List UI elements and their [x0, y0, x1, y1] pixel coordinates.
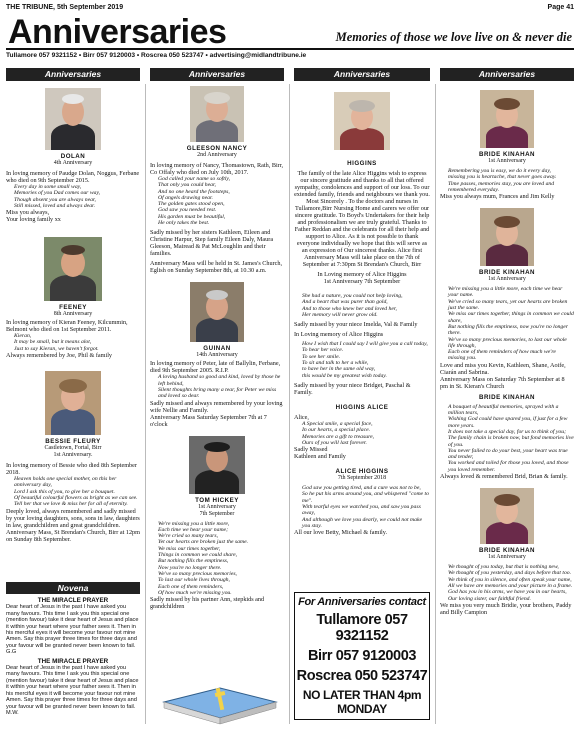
- notice-anniversary: 1st Anniversary: [198, 503, 236, 510]
- notice-name: TOM HICKEY: [195, 496, 239, 504]
- notice-gleeson: [150, 86, 284, 274]
- notice-mass: Anniversary Mass will be held in St. James's Church, Eglish on Sunday September 8th, at 10.30 a.m.: [150, 260, 283, 275]
- notice-date: 7th September 2018: [337, 475, 387, 482]
- notice-sign: Miss you always mum, Frances and Jim Kelly: [440, 193, 555, 201]
- notice-name: HIGGINS ALICE: [335, 403, 389, 411]
- poem-line: Each one of them reminders of how much we're missing you.: [448, 349, 556, 362]
- column-head-1: Anniversaries: [6, 68, 140, 81]
- poem-line: How I wish that I could say I will give you a call today,: [302, 341, 428, 348]
- notice-poem: [150, 374, 284, 399]
- poem-line: And a heart that was purer than gold,: [302, 299, 388, 306]
- poem-line: Silent thoughts bring many a tear, for Peter we miss and loved so dear.: [158, 386, 277, 400]
- notice-guinan: [150, 282, 284, 427]
- notice-anniversary: 14th Anniversary: [196, 352, 238, 359]
- ad-phone-tullamore: Tullamore 057 9321152: [316, 612, 408, 644]
- prayer-title: THE MIRACLE PRAYER: [37, 657, 109, 665]
- notice-bride-kinahan-2: [440, 208, 574, 390]
- column-head-3: Anniversaries: [294, 68, 430, 81]
- notice-sign: Sadly missed by your niece Bridget, Paschal & Family.: [294, 381, 411, 396]
- notice-greeting: Alice,: [294, 413, 309, 421]
- poem-line: God saw you needed rest.: [158, 207, 217, 214]
- notice-name: ALICE HIGGINS: [335, 468, 389, 476]
- poem-line: Memories of you Dad comes our way,: [14, 190, 101, 197]
- portrait-photo: [189, 436, 245, 494]
- poem-line: Though absent you are always near,: [14, 196, 96, 203]
- notice-sign: Sadly missed by his partner Ann, stepkids and grandchildren: [150, 596, 265, 611]
- notice-anniversary: 1st Anniversary.: [53, 452, 93, 459]
- poem-line: A Special smile, a special face,: [302, 420, 373, 427]
- notice-name: GUINAN: [203, 345, 231, 353]
- column-1: [6, 84, 140, 543]
- poem-line: His garden must be beautiful,: [158, 213, 226, 220]
- poem-line: Lord I ask this of you, to give her a bouquet.: [14, 488, 115, 495]
- poem-line: Ours of you will last forever.: [302, 439, 367, 446]
- poem-line: God called your name so softly,: [158, 176, 231, 182]
- poem-line: It may be small, but it means alot,: [14, 339, 92, 346]
- poem-line: Wishing God could have spared you, if just for a few more years.: [448, 416, 568, 429]
- notice-poem: [294, 341, 430, 379]
- newspaper-date: THE TRIBUNE, 5th September 2019: [6, 4, 124, 11]
- notice-poem: [6, 333, 140, 352]
- notice-sign: Miss you always,: [6, 209, 50, 217]
- notice-sign: Always remembered by Joe, Phil & family: [6, 352, 113, 360]
- poem-line: We're missing you a little more, each time we hear your name.: [448, 286, 563, 299]
- notice-sign: Sadly missed by your niece Imelda, Val & Family: [294, 321, 418, 329]
- notice-name: BRIDE KINAHAN: [479, 547, 535, 555]
- poem-line: All we have are memories and your picture in a frame.: [448, 582, 573, 589]
- poem-line: We miss our times together,: [158, 545, 221, 552]
- portrait-photo: [480, 488, 534, 544]
- notice-text: In Loving memory of Alice Higgins: [294, 331, 384, 339]
- poem-line: Just to say Kieran, we haven't forgot.: [14, 345, 99, 352]
- notice-anniversary: 2nd Anniversary: [197, 152, 237, 158]
- notice-mass: Anniversary Mass Saturday September 7th at 7 o'clock: [150, 413, 267, 428]
- poem-line: Her memory will never grow old.: [302, 311, 378, 318]
- poem-line: Now you're no longer there.: [158, 564, 222, 571]
- notice-dolan: [6, 88, 140, 223]
- poem-line: God saw you getting tired, and a cure was not to be,: [302, 485, 421, 492]
- portrait-photo: [190, 86, 244, 142]
- poem-line: And although we love you dearly, we could not make you stay.: [302, 516, 423, 529]
- poem-line: To see her smile.: [302, 353, 341, 360]
- column-divider: [289, 84, 290, 724]
- notice-sign: Sadly missed and always remembered by your loving wife Nellie and Family.: [150, 399, 283, 414]
- page-tagline: Memories of those we love live on & never die: [335, 30, 572, 44]
- prayer-title: THE MIRACLE PRAYER: [37, 597, 109, 604]
- poem-line: Yet our hearts are broken just the same.: [158, 539, 249, 546]
- portrait-photo: [45, 371, 101, 435]
- notice-bride-kinahan-3: [440, 394, 574, 480]
- page-number: Page 41: [547, 4, 574, 11]
- notice-higgins-alice: [294, 404, 430, 460]
- poem-line: The family chain is broken now, but fond memories live of you.: [448, 435, 574, 448]
- notice-poem: [294, 421, 430, 446]
- poem-line: But nothing fills the emptiness, now you're no longer there.: [448, 323, 568, 337]
- poem-line: You never failed to do your best, your heart was true and tender,: [448, 447, 568, 461]
- column-2: [150, 84, 284, 610]
- poem-line: We've so many precious memories, to last our whole life through,: [448, 336, 567, 349]
- notice-poem: [440, 564, 574, 602]
- notice-text: In loving memory of Bessie who died 8th September 2018.: [6, 462, 137, 477]
- notice-poem: [440, 168, 574, 193]
- notice-anniversary: 8th Anniversary: [53, 311, 93, 318]
- poem-line: We've so many precious memories,: [158, 570, 237, 577]
- poem-line: Time passes, memories stay, you are loved and remembered everyday.: [448, 180, 555, 193]
- poem-line: this would be my greatest wish today.: [302, 372, 387, 379]
- poem-line: to have her in the same old way,: [302, 366, 376, 373]
- notice-sign: Kathleen and Family: [294, 453, 346, 461]
- portrait-photo: [480, 208, 534, 266]
- novena-section: [6, 597, 140, 716]
- notice-text: In loving memory of Kieran Feeney, Kilcummin, Belmont who died on 1st September 2011.: [6, 319, 128, 334]
- notice-text: In Loving memory of Alice Higgins: [317, 271, 407, 278]
- notice-mass: Anniversary Mass on Saturday 7th September at 8 pm in St. Kieran's Church: [440, 375, 565, 390]
- poem-line: Our loving sister, our faithful friend.: [448, 595, 531, 602]
- notice-anniversary: 1st Anniversary: [488, 158, 526, 164]
- notice-text: The family of the late Alice Higgins wish to express our sincere gratitude and thanks to all that offered sympathy, condolences and support of our loss. To our extended family, friends and neighbours we thank you. Most Sincerely . To the doctors and nurses in Tullamore,Birr Nursing Home and carers we offer our sincere gratitude. To Boyd's Undertakers for their help and professionalism we are truly grateful. Thanks to Father Reddan and the celebrants for all their help and support to Alice. As it is not possible to thank everyone individually we hope that this will serve as an expression of Our sincerest thanks. Alice first Anniversary Mass will take place on the 7th of September at 7:30pm St Brendan's Church, Birr: [294, 170, 430, 268]
- notice-text: In loving memory of Peter, late of Ballylin, Ferbane, died 9th September 2005. R.I.P.: [150, 360, 281, 375]
- notice-name: GLEESON NANCY: [186, 145, 248, 152]
- prayer-book-illustration: [160, 672, 280, 728]
- notice-sign: All our love Betty, Michael & family.: [294, 529, 388, 537]
- poem-line: So he put his arms around you, and whispered "come to me".: [302, 491, 429, 504]
- notice-name: BRIDE KINAHAN: [479, 393, 535, 401]
- column-divider: [435, 84, 436, 724]
- poem-line: Memories are a gift to treasure,: [302, 433, 375, 440]
- poem-line: missing you is heartache, that never goes away.: [448, 174, 557, 181]
- poem-line: To last our whole lives through,: [158, 577, 230, 584]
- notice-sign: We miss you very much Bridie, your brothers, Paddy and Billy Campion: [440, 601, 572, 616]
- notice-sign: Your loving family xx: [6, 216, 61, 224]
- column-head-2: Anniversaries: [150, 68, 284, 81]
- poem-line: It does not take a special day, for us to think of you;: [448, 428, 566, 435]
- notice-higgins: [294, 92, 430, 396]
- notice-sign: Sadly Missed: [294, 446, 328, 454]
- portrait-photo: [480, 90, 534, 148]
- poem-line: And no one heard the footsteps,: [158, 188, 230, 195]
- poem-line: To sit and talk to her a while,: [302, 360, 369, 367]
- notice-mass: Anniversary Mass, St Brendan's Church, Birr at 12pm on Sunday 8th September.: [6, 528, 140, 543]
- notice-name: BRIDE KINAHAN: [479, 151, 535, 158]
- prayer-text: Dear heart of Jesus in the past I have asked you many favours. This time I ask you this special one (mention favour) take it dear heart of Jesus and place it within your heart where your father sees it. Then in his merciful eyes it will become your favour not mine Amen. Say this prayer three times for three days and your favour will be granted never been known to fail. M.W.: [6, 665, 139, 716]
- poem-line: But nothing fills the emptiness,: [158, 558, 229, 565]
- poem-line: Each time we hear your name;: [158, 526, 228, 533]
- ad-deadline: NO LATER THAN 4pm MONDAY: [302, 688, 422, 716]
- notice-fleury: [6, 371, 140, 542]
- poem-line: That only you could hear,: [158, 182, 216, 189]
- page-title: Anniversaries: [8, 13, 227, 51]
- poem-line: In our hearts, a special place.: [302, 427, 371, 434]
- notice-name: FEENEY: [59, 304, 87, 312]
- poem-line: Of beautiful colourful flowers as bright as we can see.: [14, 494, 138, 501]
- notice-anniversary: 1st Anniversary 7th September: [323, 278, 401, 285]
- notice-poem: [294, 485, 430, 529]
- poem-line: We think of you in silence, and often speak your name,: [448, 576, 572, 583]
- poem-line: We thought of you today, but that is nothing new,: [448, 564, 559, 571]
- notice-alice-higgins: [294, 468, 430, 536]
- contact-line: Tullamore 057 9321152 • Birr 057 9120003 • Roscrea 050 523747 • advertising@midlandtribune.ie: [6, 52, 307, 59]
- notice-poem: [440, 286, 574, 362]
- notice-sign: Love and miss you Kevin, Kathleen, Shane, Aoife, Ciarán and Sabrina.: [440, 361, 566, 376]
- poem-line: Of angels drawing near.: [158, 194, 213, 201]
- notice-bride-kinahan-1: [440, 90, 574, 200]
- poem-line: A loving husband so good and kind, loved by those he left behind,: [158, 374, 281, 387]
- column-4: [440, 84, 574, 616]
- notice-name: HIGGINS: [347, 160, 377, 167]
- novena-heading: Novena: [6, 582, 140, 594]
- poem-line: The golden gates stood open,: [158, 201, 225, 208]
- notice-text: In loving memory of Paudge Dolan, Noggus, Ferbane who died on 9th September 2015.: [6, 170, 140, 184]
- poem-line: To hear her voice.: [302, 347, 344, 354]
- prayer-text: Dear heart of Jesus in the past I have asked you many favours. This time I ask you this special one (mention favour) take it dear heart of Jesus and place it within your heart where your father sees it. Then in his merciful eyes it will become your favour not mine Amen. Say this prayer three times for three days and your favour will be granted never been known to fail. G.G: [6, 604, 139, 656]
- notice-anniversary: 1st Anniversary: [488, 276, 526, 283]
- notice-name: DOLAN: [60, 153, 86, 160]
- notice-hickey: [150, 436, 284, 611]
- notice-name: BESSIE FLEURY: [45, 438, 101, 446]
- masthead: [6, 13, 574, 51]
- notice-poem: [150, 521, 284, 597]
- poem-line: God has you in his arms, we have you in our hearts,: [448, 589, 567, 596]
- notice-location: Castletown, Fortal, Birr: [44, 445, 102, 452]
- poem-line: Still missed, loved and always dear.: [14, 202, 96, 209]
- poem-line: We're missing you a little more,: [158, 520, 230, 527]
- column-head-4: Anniversaries: [440, 68, 574, 81]
- notice-name: BRIDE KINAHAN: [479, 269, 535, 277]
- ad-phone-birr: Birr 057 9120003: [307, 648, 417, 664]
- poem-line: Of how much we're missing you.: [158, 589, 232, 596]
- notice-date: 7th September: [199, 510, 235, 517]
- notice-text: In loving memory of Nancy, Thomastown, Rath, Birr, Co Offaly who died on July 10th, 2017.: [150, 162, 284, 176]
- poem-line: We're cried so many tears,: [158, 533, 219, 540]
- poem-line: She had a nature, you could not help loving,: [302, 293, 403, 299]
- column-3: [294, 84, 430, 536]
- poem-line: Every day in some small way,: [14, 184, 82, 190]
- poem-line: And to those who knew her and loved her,: [302, 305, 397, 312]
- poem-line: He only takes the best.: [158, 220, 210, 227]
- poem-line: Each one of them reminders,: [158, 583, 224, 590]
- poem-line: Tell her that we love & miss her for all of eternity.: [14, 501, 128, 508]
- portrait-photo: [45, 88, 101, 150]
- poem-line: Things in common we could share,: [158, 552, 238, 559]
- notice-sign: Deeply loved, always remembered and sadly missed by your loving daughters, sons, sons in law, daughters in law, grandchildren and great grandchildren.: [6, 507, 140, 529]
- notice-sign: Sadly missed by her sisters Kathleen, Eileen and Christine Harpur, Step family Eileen Daly, Maura Gleeson, Mairead & Pat McLoughlin and their families.: [150, 229, 274, 258]
- portrait-photo: [44, 237, 102, 301]
- notice-sign: Always loved & remembered Brid, Brian & family.: [440, 473, 568, 481]
- notice-anniversary: 4th Anniversary: [53, 160, 93, 166]
- portrait-photo: [334, 92, 390, 150]
- ad-heading: For Anniversaries contact: [298, 596, 426, 608]
- poem-line: You worked and toiled for those you loved, and those you loved remember.: [448, 460, 569, 473]
- poem-line: Kieran,: [14, 333, 32, 340]
- notice-poem: [294, 293, 430, 318]
- notice-bride-kinahan-4: [440, 488, 574, 616]
- poem-line: We thought of you yesterday, and days before that too.: [448, 570, 572, 577]
- poem-line: A bouquet of beautiful memories, sprayed with a million tears,: [448, 403, 559, 417]
- anniversaries-contact-ad: [294, 592, 430, 720]
- ad-phone-roscrea: Roscrea 050 523747: [296, 668, 428, 684]
- poem-line: We've cried so many tears, yet our hearts are broken just the same.: [448, 298, 568, 312]
- column-divider: [145, 84, 146, 724]
- notice-poem: [150, 176, 284, 226]
- notice-poem: [440, 404, 574, 473]
- poem-line: Remembering you is easy, we do it every day,: [448, 168, 551, 174]
- portrait-photo: [190, 282, 244, 342]
- notice-poem: [6, 184, 140, 209]
- poem-line: With tearful eyes we watched you, and saw you pass away,: [302, 504, 421, 517]
- notice-feeney: [6, 237, 140, 359]
- poem-line: We miss our times together, things in common we could share,: [448, 311, 574, 324]
- notice-poem: [6, 476, 140, 507]
- poem-line: Heaven holds one special mother, on this her anniversary day,: [14, 476, 117, 489]
- notice-anniversary: 1st Anniversary: [488, 554, 526, 561]
